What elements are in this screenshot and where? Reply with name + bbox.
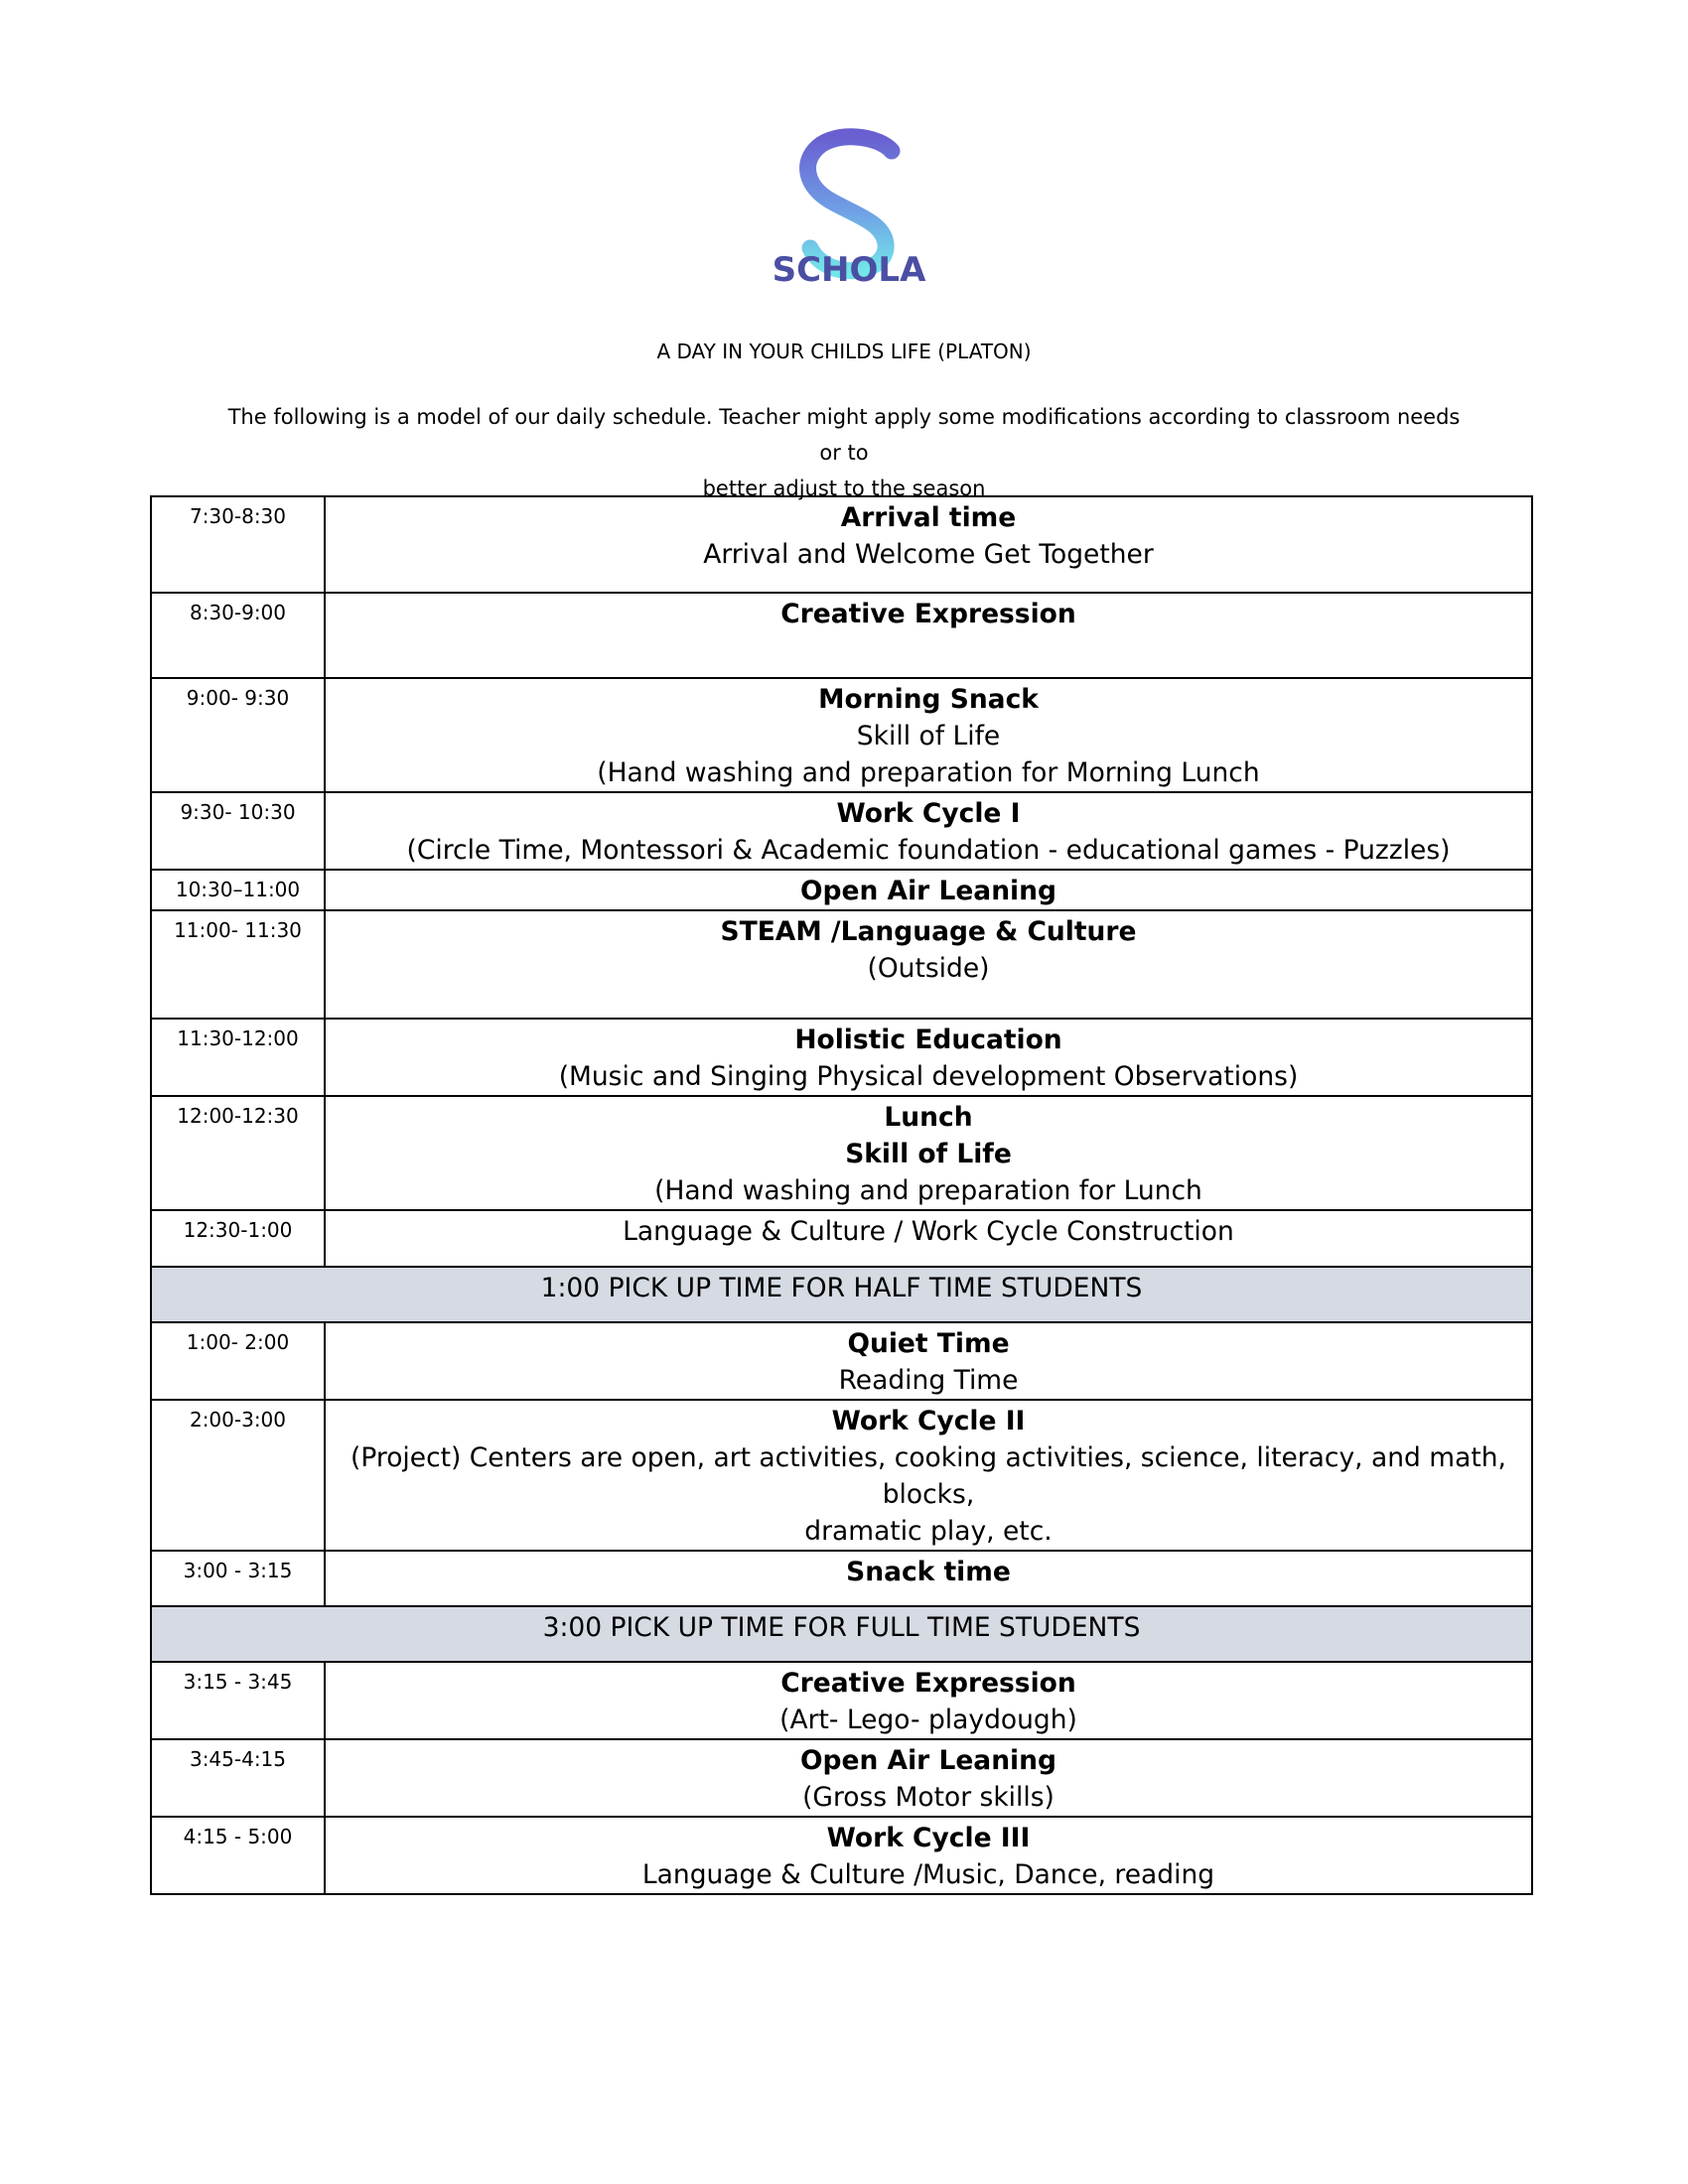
- time-slot: 12:30-1:00: [151, 1210, 325, 1267]
- activity-title: Open Air Leaning: [800, 876, 1056, 906]
- activity-title: Holistic Education: [794, 1024, 1062, 1055]
- time-slot: 3:45-4:15: [151, 1739, 325, 1817]
- brand-wordmark: SCHOLA: [772, 250, 926, 290]
- schedule-row: [151, 1322, 1532, 1400]
- schedule-row: [151, 593, 1532, 678]
- activity-detail: (Art- Lego- playdough): [779, 1705, 1077, 1735]
- activity-cell: [325, 1817, 1532, 1894]
- activity-detail: (Circle Time, Montessori & Academic foundation - educational games - Puzzles): [406, 835, 1451, 866]
- activity-cell: [325, 496, 1532, 593]
- time-slot: 3:00 - 3:15: [151, 1551, 325, 1606]
- activity-detail: (Hand washing and preparation for Lunch: [654, 1175, 1202, 1206]
- activity-cell: [325, 1551, 1532, 1606]
- time-slot: 8:30-9:00: [151, 593, 325, 678]
- activity-title: Work Cycle III: [826, 1823, 1031, 1853]
- time-slot: 7:30-8:30: [151, 496, 325, 593]
- activity-detail: (Hand washing and preparation for Morning Lunch: [597, 757, 1260, 788]
- activity-cell: [325, 870, 1532, 910]
- activity-cell: [325, 1739, 1532, 1817]
- schedule-row: [151, 1096, 1532, 1210]
- intro-line-1: The following is a model of our daily schedule. Teacher might apply some modifications according to classroom needs or to: [227, 405, 1461, 465]
- pickup-band: 3:00 PICK UP TIME FOR FULL TIME STUDENTS: [151, 1606, 1532, 1662]
- activity-title: Work Cycle II: [831, 1406, 1026, 1436]
- activity-detail: dramatic play, etc.: [804, 1516, 1053, 1547]
- activity-detail: (Music and Singing Physical development Observations): [558, 1061, 1299, 1092]
- activity-title: Morning Snack: [818, 684, 1039, 715]
- schedule-row: [151, 1400, 1532, 1551]
- schedule-row: [151, 1817, 1532, 1894]
- schedule-row: [151, 1739, 1532, 1817]
- activity-cell: [325, 678, 1532, 792]
- activity-cell: [325, 593, 1532, 678]
- schedule-row: [151, 1551, 1532, 1606]
- activity-cell: [325, 1400, 1532, 1551]
- activity-detail: (Gross Motor skills): [802, 1782, 1055, 1813]
- time-slot: 11:30-12:00: [151, 1019, 325, 1096]
- time-slot: 10:30–11:00: [151, 870, 325, 910]
- activity-title: Work Cycle I: [836, 798, 1021, 829]
- activity-detail: Arrival and Welcome Get Together: [703, 539, 1154, 570]
- time-slot: 3:15 - 3:45: [151, 1662, 325, 1739]
- schedule-row: [151, 678, 1532, 792]
- pickup-band-row: [151, 1267, 1532, 1322]
- activity-title: Arrival time: [840, 502, 1017, 533]
- schedule-row: [151, 870, 1532, 910]
- activity-detail: Skill of Life: [856, 721, 1001, 751]
- schedule-row: [151, 792, 1532, 870]
- time-slot: 9:30- 10:30: [151, 792, 325, 870]
- activity-title: Snack time: [846, 1557, 1011, 1587]
- time-slot: 9:00- 9:30: [151, 678, 325, 792]
- activity-detail: Reading Time: [838, 1365, 1019, 1396]
- activity-title: Open Air Leaning: [800, 1745, 1056, 1776]
- schedule-row: [151, 1019, 1532, 1096]
- time-slot: 1:00- 2:00: [151, 1322, 325, 1400]
- activity-cell: [325, 1322, 1532, 1400]
- activity-detail: Language & Culture /Music, Dance, reading: [641, 1859, 1215, 1890]
- time-slot: 4:15 - 5:00: [151, 1817, 325, 1894]
- intro-text: [218, 399, 1470, 506]
- schedule-body: [151, 496, 1532, 1894]
- time-slot: 11:00- 11:30: [151, 910, 325, 1019]
- schedule-table: [150, 495, 1533, 1895]
- schedule-row: [151, 1210, 1532, 1267]
- activity-title: Creative Expression: [780, 1668, 1076, 1699]
- pickup-band-row: [151, 1606, 1532, 1662]
- intro-line-2: better adjust to the season: [702, 477, 986, 500]
- activity-title: Skill of Life: [845, 1139, 1012, 1169]
- activity-cell: [325, 1210, 1532, 1267]
- activity-cell: [325, 792, 1532, 870]
- activity-title: Quiet Time: [847, 1328, 1010, 1359]
- activity-detail: Language & Culture / Work Cycle Construction: [623, 1216, 1234, 1247]
- schedule-row: [151, 910, 1532, 1019]
- activity-detail: (Outside): [867, 953, 990, 984]
- document-title: A DAY IN YOUR CHILDS LIFE (PLATON): [656, 340, 1032, 363]
- activity-title: Lunch: [884, 1102, 973, 1133]
- time-slot: 12:00-12:30: [151, 1096, 325, 1210]
- schedule-row: [151, 496, 1532, 593]
- activity-title: STEAM /Language & Culture: [720, 916, 1137, 947]
- activity-title: Creative Expression: [780, 599, 1076, 629]
- activity-cell: [325, 1019, 1532, 1096]
- activity-cell: [325, 910, 1532, 1019]
- time-slot: 2:00-3:00: [151, 1400, 325, 1551]
- pickup-band: 1:00 PICK UP TIME FOR HALF TIME STUDENTS: [151, 1267, 1532, 1322]
- activity-cell: [325, 1096, 1532, 1210]
- schedule-row: [151, 1662, 1532, 1739]
- activity-cell: [325, 1662, 1532, 1739]
- activity-detail: (Project) Centers are open, art activities, cooking activities, science, literacy, and math, blocks,: [351, 1442, 1506, 1510]
